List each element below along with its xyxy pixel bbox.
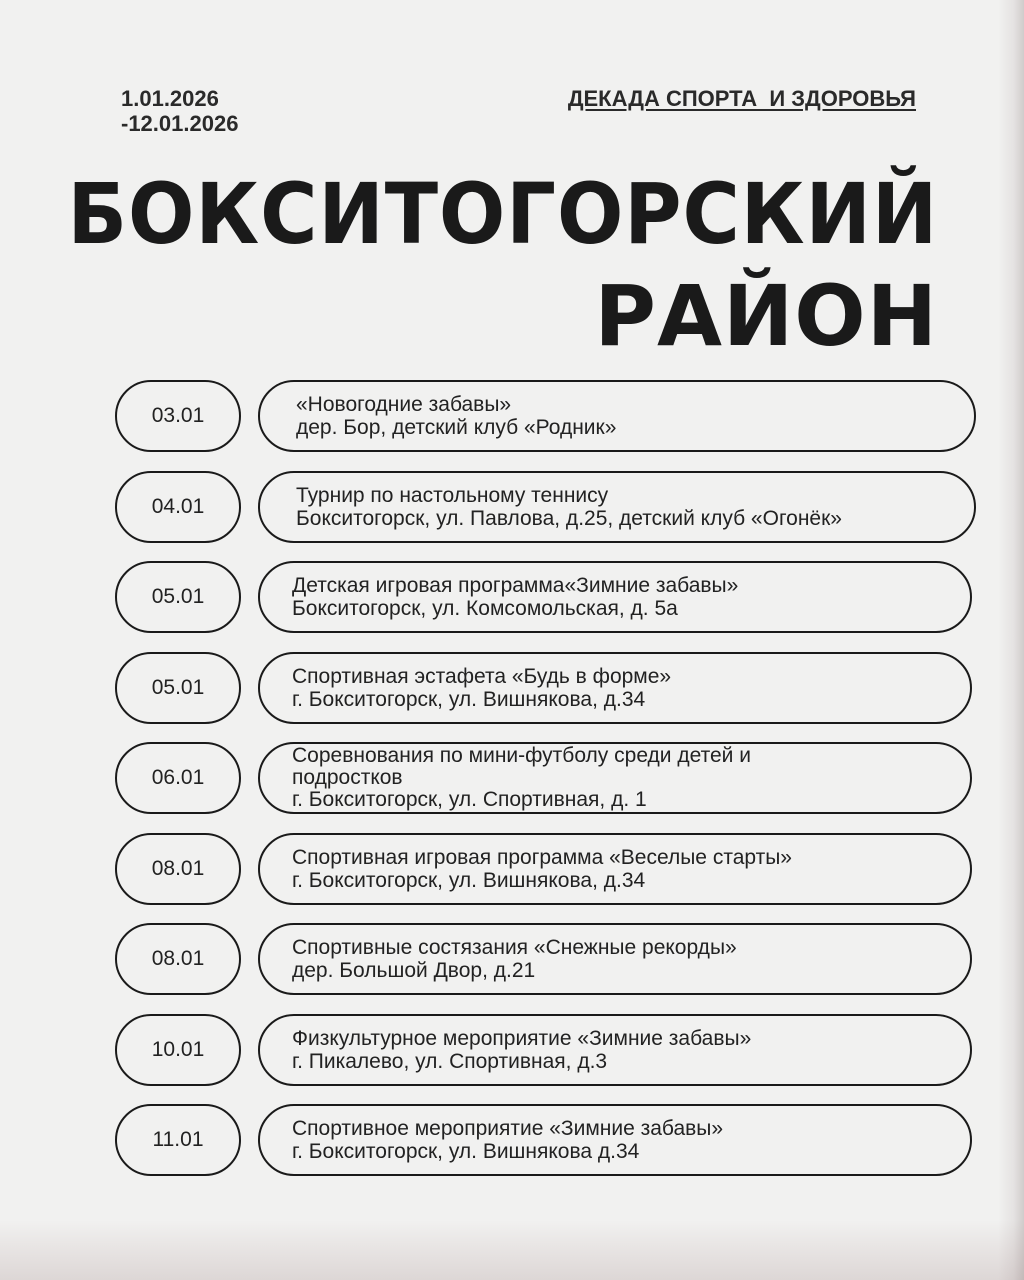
event-row bbox=[115, 652, 940, 724]
paper-edge-decoration bbox=[998, 0, 1024, 1280]
event-info bbox=[258, 923, 972, 995]
event-row bbox=[115, 471, 940, 543]
date-range bbox=[121, 86, 238, 136]
event-date: 03.01 bbox=[115, 380, 241, 452]
event-place: г. Бокситогорск, ул. Спортивная, д. 1 bbox=[292, 788, 647, 811]
event-info bbox=[258, 561, 972, 633]
event-row bbox=[115, 380, 940, 452]
event-place: дер. Бор, детский клуб «Родник» bbox=[296, 416, 617, 439]
event-place: г. Бокситогорск, ул. Вишнякова, д.34 bbox=[292, 868, 646, 892]
event-date: 11.01 bbox=[115, 1104, 241, 1176]
event-list bbox=[115, 380, 940, 1195]
event-info bbox=[258, 1104, 972, 1176]
event-info bbox=[258, 471, 976, 543]
event-place: дер. Большой Двор, д.21 bbox=[292, 959, 536, 982]
event-info bbox=[258, 1014, 972, 1086]
event-date: 05.01 bbox=[115, 561, 241, 633]
event-name: Спортивная эстафета «Будь в форме» bbox=[292, 664, 672, 688]
event-date: 05.01 bbox=[115, 652, 241, 724]
event-place: г. Пикалево, ул. Спортивная, д.3 bbox=[292, 1049, 608, 1073]
event-row bbox=[115, 561, 940, 633]
event-info bbox=[258, 742, 972, 814]
event-name: «Новогодние забавы» bbox=[296, 393, 512, 416]
event-name: Спортивное мероприятие «Зимние забавы» bbox=[292, 1117, 724, 1140]
event-name: Соревнования по мини-футболу среди детей и bbox=[292, 744, 751, 767]
event-row bbox=[115, 923, 940, 995]
date-start: 1.01.2026 bbox=[121, 86, 219, 111]
event-row bbox=[115, 833, 940, 905]
event-place: г. Бокситогорск, ул. Вишнякова д.34 bbox=[292, 1140, 640, 1163]
event-label: ДЕКАДА СПОРТА И ЗДОРОВЬЯ bbox=[567, 86, 916, 111]
event-name: Спортивные состязания «Снежные рекорды» bbox=[292, 936, 737, 959]
event-date: 08.01 bbox=[115, 923, 241, 995]
page-title-line2: РАЙОН bbox=[594, 267, 938, 365]
event-row bbox=[115, 1014, 940, 1086]
event-name-continued: подростков bbox=[292, 766, 403, 789]
page-title-line1: БОКСИТОГОРСКИЙ bbox=[67, 165, 938, 263]
paper-edge-decoration bbox=[0, 1220, 1024, 1280]
event-place: г. Бокситогорск, ул. Вишнякова, д.34 bbox=[292, 687, 646, 711]
event-name: Детская игровая программа«Зимние забавы» bbox=[292, 574, 739, 597]
event-name: Физкультурное мероприятие «Зимние забавы» bbox=[292, 1026, 752, 1050]
event-name: Турнир по настольному теннису bbox=[296, 483, 609, 507]
event-place: Бокситогорск, ул. Комсомольская, д. 5а bbox=[292, 597, 678, 620]
event-date: 06.01 bbox=[115, 742, 241, 814]
event-info bbox=[258, 833, 972, 905]
event-date: 04.01 bbox=[115, 471, 241, 543]
event-row bbox=[115, 742, 940, 814]
event-place: Бокситогорск, ул. Павлова, д.25, детский клуб «Огонёк» bbox=[296, 506, 842, 530]
event-name: Спортивная игровая программа «Веселые старты» bbox=[292, 845, 792, 869]
event-date: 08.01 bbox=[115, 833, 241, 905]
event-date: 10.01 bbox=[115, 1014, 241, 1086]
event-row bbox=[115, 1104, 940, 1176]
date-end: -12.01.2026 bbox=[121, 111, 239, 136]
event-info bbox=[258, 380, 976, 452]
event-info bbox=[258, 652, 972, 724]
